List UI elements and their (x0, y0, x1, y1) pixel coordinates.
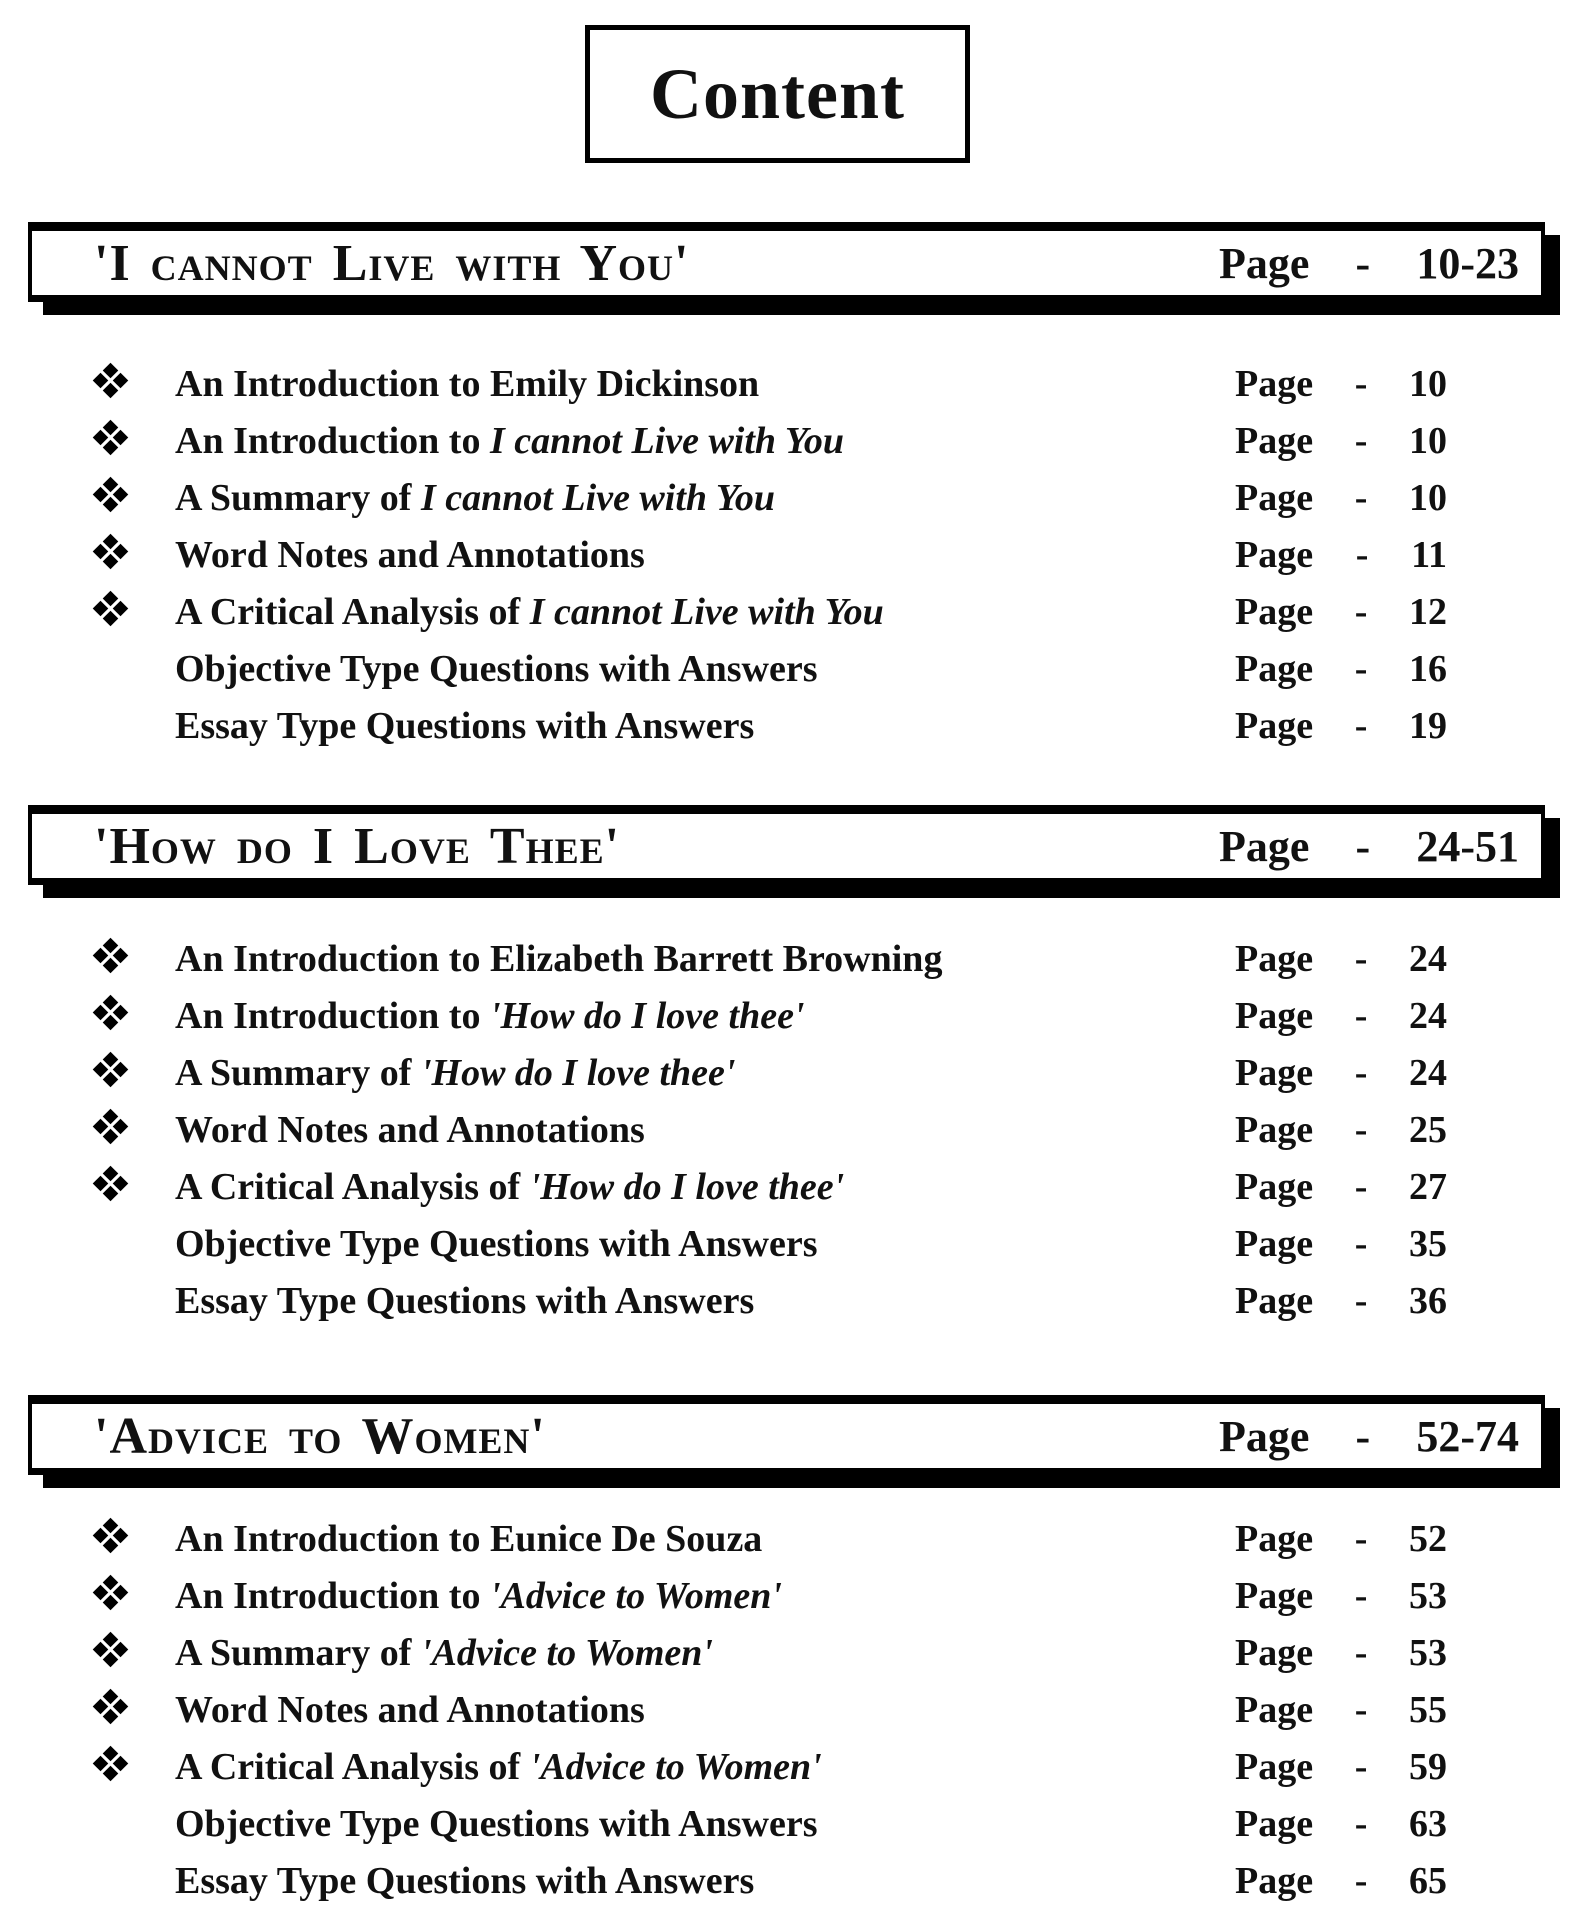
item-label (175, 590, 1235, 634)
page-dash: - (1354, 419, 1368, 462)
item-page (1235, 704, 1447, 748)
section-page-range (1219, 821, 1519, 872)
toc-item (0, 1215, 1595, 1272)
item-work-title: 'Advice to Women' (489, 1574, 782, 1617)
item-page (1235, 1517, 1447, 1561)
page-dash: - (1354, 937, 1368, 980)
toc-item (0, 930, 1595, 987)
toc-item (0, 412, 1595, 469)
diamond-bullet-icon (95, 1168, 127, 1200)
item-page (1235, 1051, 1447, 1095)
page-number: 24 (1408, 994, 1447, 1037)
page-range-value: 10-23 (1416, 238, 1519, 288)
section-page-range (1219, 238, 1519, 289)
item-page (1235, 476, 1447, 520)
page-number: 19 (1408, 704, 1447, 747)
section-page-range (1219, 1411, 1519, 1462)
item-label (175, 937, 1235, 981)
page-label: Page (1235, 1108, 1314, 1151)
page-label: Page (1235, 994, 1314, 1037)
page-dash: - (1354, 1222, 1368, 1265)
item-page (1235, 937, 1447, 981)
page-dash: - (1354, 476, 1368, 519)
page-number: 12 (1408, 590, 1447, 633)
item-label (175, 476, 1235, 520)
page-label: Page (1219, 238, 1310, 288)
item-page (1235, 1688, 1447, 1732)
page-dash: - (1355, 1411, 1371, 1461)
item-text: Objective Type Questions with Answers (175, 647, 818, 690)
page-label: Page (1235, 1688, 1314, 1731)
bullet-cell (95, 1634, 175, 1671)
page-title-text: Content (650, 53, 905, 134)
item-label (175, 533, 1235, 577)
section-3-items (0, 1510, 1595, 1909)
page-label: Page (1235, 704, 1314, 747)
page-dash: - (1354, 1279, 1368, 1322)
page-label: Page (1235, 1279, 1314, 1322)
page-dash: - (1354, 994, 1368, 1037)
item-text: An Introduction to (175, 419, 490, 462)
item-work-title: I cannot Live with You (420, 476, 775, 519)
item-text: A Summary of (175, 1051, 421, 1094)
page-label: Page (1235, 476, 1314, 519)
diamond-bullet-icon (95, 593, 127, 625)
page-label: Page (1235, 647, 1314, 690)
bullet-cell (95, 1054, 175, 1091)
item-label (175, 1051, 1235, 1095)
toc-item (0, 697, 1595, 754)
page-label: Page (1235, 1222, 1314, 1265)
page-label: Page (1235, 1051, 1314, 1094)
bullet-cell (95, 1691, 175, 1728)
item-work-title: I cannot Live with You (529, 590, 884, 633)
item-text: An Introduction to Eunice De Souza (175, 1517, 763, 1560)
page-number: 27 (1408, 1165, 1447, 1208)
page-label: Page (1235, 1574, 1314, 1617)
item-label (175, 1631, 1235, 1675)
diamond-bullet-icon (95, 1748, 127, 1780)
toc-item (0, 355, 1595, 412)
page-number: 36 (1408, 1279, 1447, 1322)
page-number: 25 (1408, 1108, 1447, 1151)
toc-item (0, 1567, 1595, 1624)
bullet-cell (95, 479, 175, 516)
item-text: A Summary of (175, 1631, 421, 1674)
item-text: A Critical Analysis of (175, 1165, 530, 1208)
page-dash: - (1354, 647, 1368, 690)
page-dash: - (1354, 1517, 1368, 1560)
section-header-i-cannot-live-with-you (28, 222, 1545, 302)
bullet-cell (95, 536, 175, 573)
section-title: 'How do I Love Thee' (94, 817, 621, 875)
toc-item (0, 640, 1595, 697)
item-text: An Introduction to (175, 994, 490, 1037)
toc-item (0, 583, 1595, 640)
page-number: 59 (1408, 1745, 1447, 1788)
toc-item (0, 1272, 1595, 1329)
page-label: Page (1235, 533, 1314, 576)
item-label (175, 994, 1235, 1038)
item-label (175, 1802, 1235, 1846)
item-label (175, 1745, 1235, 1789)
item-page (1235, 1859, 1447, 1903)
page-dash: - (1355, 821, 1371, 871)
diamond-bullet-icon (95, 1054, 127, 1086)
page-dash: - (1355, 533, 1369, 576)
item-label (175, 1574, 1235, 1618)
item-label (175, 1859, 1235, 1903)
diamond-bullet-icon (95, 479, 127, 511)
item-page (1235, 362, 1447, 406)
item-work-title: I cannot Live with You (489, 419, 844, 462)
page-label: Page (1235, 419, 1314, 462)
bullet-cell (95, 1168, 175, 1205)
section-title: 'Advice to Women' (94, 1407, 546, 1465)
page-dash: - (1354, 1108, 1368, 1151)
page-dash: - (1354, 1745, 1368, 1788)
page-label: Page (1235, 1802, 1314, 1845)
diamond-bullet-icon (95, 1520, 127, 1552)
page-label: Page (1219, 1411, 1310, 1461)
section-1-items (0, 355, 1595, 754)
item-page (1235, 1631, 1447, 1675)
diamond-bullet-icon (95, 422, 127, 454)
bullet-cell (95, 997, 175, 1034)
item-label (175, 647, 1235, 691)
page-label: Page (1219, 821, 1310, 871)
bullet-cell (95, 422, 175, 459)
page-number: 11 (1411, 533, 1447, 576)
page-dash: - (1354, 362, 1368, 405)
item-label (175, 1222, 1235, 1266)
item-label (175, 1165, 1235, 1209)
item-label (175, 704, 1235, 748)
page-label: Page (1235, 1745, 1314, 1788)
page-dash: - (1354, 1688, 1368, 1731)
item-text: A Critical Analysis of (175, 1745, 530, 1788)
page-dash: - (1354, 1165, 1368, 1208)
toc-item (0, 1738, 1595, 1795)
item-label (175, 419, 1235, 463)
item-text: Word Notes and Annotations (175, 533, 645, 576)
item-page (1235, 590, 1447, 634)
toc-item (0, 1852, 1595, 1909)
page-number: 55 (1408, 1688, 1447, 1731)
item-label (175, 1517, 1235, 1561)
item-label (175, 362, 1235, 406)
toc-item (0, 526, 1595, 583)
page-label: Page (1235, 590, 1314, 633)
page-dash: - (1354, 1051, 1368, 1094)
item-page (1235, 533, 1447, 577)
page-number: 53 (1408, 1631, 1447, 1674)
page-number: 65 (1408, 1859, 1447, 1902)
toc-item (0, 1044, 1595, 1101)
toc-item (0, 1795, 1595, 1852)
item-page (1235, 1802, 1447, 1846)
page-range-value: 24-51 (1416, 821, 1519, 871)
bullet-cell (95, 1111, 175, 1148)
item-text: Essay Type Questions with Answers (175, 1279, 755, 1322)
item-page (1235, 1574, 1447, 1618)
page-number: 24 (1408, 1051, 1447, 1094)
item-page (1235, 1222, 1447, 1266)
item-page (1235, 994, 1447, 1038)
toc-item (0, 469, 1595, 526)
toc-item (0, 1158, 1595, 1215)
toc-item (0, 1101, 1595, 1158)
section-2-items (0, 930, 1595, 1329)
page-number: 10 (1408, 419, 1447, 462)
section-title: 'I cannot Live with You' (94, 234, 690, 292)
page-number: 10 (1408, 362, 1447, 405)
diamond-bullet-icon (95, 1691, 127, 1723)
page-title (585, 25, 970, 163)
page-label: Page (1235, 1517, 1314, 1560)
item-work-title: 'Advice to Women' (529, 1745, 822, 1788)
bullet-cell (95, 593, 175, 630)
item-page (1235, 1108, 1447, 1152)
page-dash: - (1354, 1859, 1368, 1902)
diamond-bullet-icon (95, 365, 127, 397)
page-label: Page (1235, 1859, 1314, 1902)
item-text: Word Notes and Annotations (175, 1108, 645, 1151)
item-text: A Critical Analysis of (175, 590, 530, 633)
item-work-title: 'How do I love thee' (529, 1165, 845, 1208)
item-label (175, 1108, 1235, 1152)
item-text: An Introduction to Elizabeth Barrett Browning (175, 937, 943, 980)
page-range-value: 52-74 (1416, 1411, 1519, 1461)
item-text: An Introduction to (175, 1574, 490, 1617)
page-number: 10 (1408, 476, 1447, 519)
page-dash: - (1355, 238, 1371, 288)
item-text: An Introduction to Emily Dickinson (175, 362, 760, 405)
item-label (175, 1279, 1235, 1323)
diamond-bullet-icon (95, 1577, 127, 1609)
bullet-cell (95, 1748, 175, 1785)
toc-item (0, 1510, 1595, 1567)
item-text: A Summary of (175, 476, 421, 519)
bullet-cell (95, 1520, 175, 1557)
item-page (1235, 1165, 1447, 1209)
page-dash: - (1354, 590, 1368, 633)
toc-item (0, 1624, 1595, 1681)
item-work-title: 'Advice to Women' (420, 1631, 713, 1674)
diamond-bullet-icon (95, 1634, 127, 1666)
item-label (175, 1688, 1235, 1732)
page-number: 52 (1408, 1517, 1447, 1560)
bullet-cell (95, 940, 175, 977)
item-work-title: 'How do I love thee' (420, 1051, 736, 1094)
item-text: Objective Type Questions with Answers (175, 1802, 818, 1845)
page-dash: - (1354, 1802, 1368, 1845)
page-label: Page (1235, 1165, 1314, 1208)
item-text: Objective Type Questions with Answers (175, 1222, 818, 1265)
page-dash: - (1354, 1631, 1368, 1674)
diamond-bullet-icon (95, 997, 127, 1029)
page-dash: - (1354, 1574, 1368, 1617)
page-label: Page (1235, 1631, 1314, 1674)
page-number: 53 (1408, 1574, 1447, 1617)
bullet-cell (95, 365, 175, 402)
page-label: Page (1235, 937, 1314, 980)
page-number: 63 (1408, 1802, 1447, 1845)
diamond-bullet-icon (95, 1111, 127, 1143)
item-text: Word Notes and Annotations (175, 1688, 645, 1731)
item-text: Essay Type Questions with Answers (175, 704, 755, 747)
page-number: 35 (1408, 1222, 1447, 1265)
item-page (1235, 1279, 1447, 1323)
section-header-how-do-i-love-thee (28, 805, 1545, 885)
item-page (1235, 1745, 1447, 1789)
diamond-bullet-icon (95, 536, 127, 568)
page-number: 16 (1408, 647, 1447, 690)
toc-item (0, 987, 1595, 1044)
diamond-bullet-icon (95, 940, 127, 972)
item-text: Essay Type Questions with Answers (175, 1859, 755, 1902)
page-label: Page (1235, 362, 1314, 405)
page-dash: - (1354, 704, 1368, 747)
toc-item (0, 1681, 1595, 1738)
section-header-advice-to-women (28, 1395, 1545, 1475)
item-page (1235, 419, 1447, 463)
page-number: 24 (1408, 937, 1447, 980)
bullet-cell (95, 1577, 175, 1614)
item-page (1235, 647, 1447, 691)
item-work-title: 'How do I love thee' (489, 994, 805, 1037)
